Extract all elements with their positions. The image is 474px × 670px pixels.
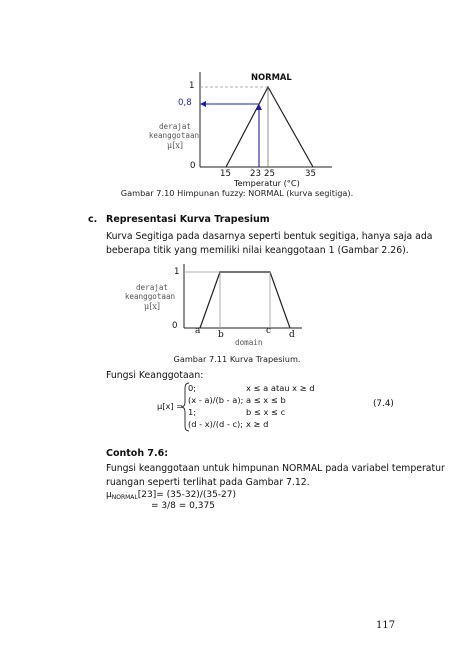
figure2-xlabel: domain — [235, 338, 263, 347]
example-calc-line1 — [106, 490, 236, 501]
membership-case-2-value: (x - a)/(b - a); — [188, 395, 244, 405]
figure2-point-d: d — [289, 330, 295, 340]
figure2-tick-1: 1 — [174, 267, 180, 277]
membership-case-2-condition: a ≤ x ≤ b — [246, 395, 286, 405]
example-calc-line2: = 3/8 = 0,375 — [151, 501, 215, 511]
equation-number: (7.4) — [373, 399, 394, 409]
figure2-caption: Gambar 7.11 Kurva Trapesium. — [173, 354, 301, 364]
figure1-tick-08: 0,8 — [178, 98, 192, 108]
figure1-ylabel-2: keanggotaan — [148, 131, 200, 140]
figure1-ylabel-1: derajat — [158, 122, 191, 131]
section-marker: c. — [88, 214, 98, 225]
normal-triangle-curve — [226, 87, 313, 167]
figure2-ylabel-1: derajat — [135, 283, 168, 292]
figure2-ylabel-3: μ[x] — [144, 302, 160, 311]
membership-case-1-condition: x ≤ a atau x ≥ d — [246, 383, 315, 393]
figure1-xtick-23: 23 — [250, 169, 261, 179]
figure2-tick-0: 0 — [172, 321, 178, 331]
membership-case-3-value: 1; — [188, 407, 197, 417]
membership-case-4-condition: x ≥ d — [246, 419, 269, 429]
trapezoid-curve — [200, 272, 290, 328]
example-paragraph-line1: Fungsi keanggotaan untuk himpunan NORMAL pada variabel temperatur — [106, 463, 445, 474]
membership-intro: Fungsi Keanggotaan: — [106, 370, 204, 381]
example-paragraph — [106, 462, 445, 489]
example-calc-subscript: NORMAL — [111, 494, 138, 501]
example-calc-expression: [23]= (35-32)/(35-27) — [137, 490, 237, 500]
page-number: 117 — [376, 620, 396, 631]
figure1-xtick-35: 35 — [305, 169, 316, 179]
section-paragraph-line1: Kurva Segitiga pada dasarnya seperti bentuk segitiga, hanya saja ada — [106, 231, 433, 242]
figure1-tick-1: 1 — [189, 81, 195, 91]
triangle-membership-figure — [0, 0, 474, 200]
figure1-xtick-25: 25 — [264, 169, 275, 179]
membership-case-1-value: 0; — [188, 383, 197, 393]
figure1-ylabel-3: μ[x] — [167, 141, 183, 150]
section-paragraph-line2: beberapa titik yang memiliki nilai keanggotaan 1 (Gambar 2.26). — [106, 244, 409, 256]
figure1-tick-0: 0 — [190, 161, 196, 171]
figure1-xlabel: Temperatur (°C) — [234, 178, 300, 188]
example-calc-mu: μ — [106, 490, 112, 500]
figure2-ylabel-2: keanggotaan — [124, 292, 176, 301]
figure1-xtick-15: 15 — [220, 169, 231, 179]
figure2-point-b: b — [218, 330, 224, 340]
membership-case-3-condition: b ≤ x ≤ c — [246, 407, 286, 417]
membership-case-4-value: (d - x)/(d - c); — [188, 419, 244, 429]
figure2-point-a: a — [195, 326, 201, 336]
example-heading: Contoh 7.6: — [106, 448, 169, 459]
membership-lhs: μ[x] = — [157, 401, 184, 411]
figure1-normal-label: NORMAL — [251, 72, 292, 82]
example-paragraph-line2: ruangan seperti terlihat pada Gambar 7.12. — [106, 476, 310, 488]
figure1-caption: Gambar 7.10 Himpunan fuzzy: NORMAL (kurva segitiga). — [120, 188, 354, 198]
section-heading: Representasi Kurva Trapesium — [106, 214, 270, 225]
figure1-arrowhead-left — [200, 101, 206, 107]
figure2-point-c: c — [266, 326, 272, 336]
